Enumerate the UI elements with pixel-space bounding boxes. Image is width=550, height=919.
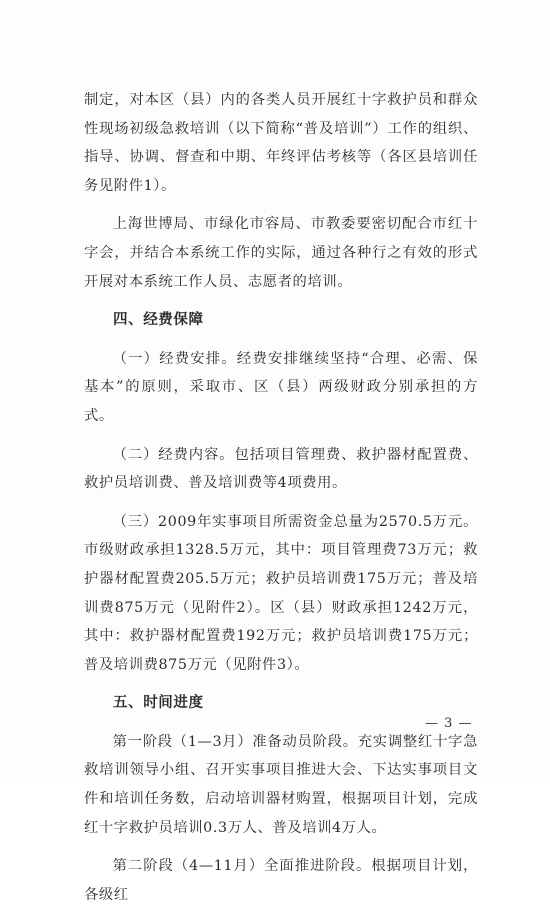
document-body <box>84 86 478 919</box>
paragraph-4: （二）经费内容。包括项目管理费、救护器材配置费、救护员培训费、普及培训费等4项费用。 <box>84 446 478 492</box>
paragraph-3: （一）经费安排。经费安排继续坚持“合理、必需、保基本”的原则，采取市、区（县）两级财政分别承担的方式。 <box>84 350 478 424</box>
paragraph-6: 第一阶段（1—3月）准备动员阶段。充实调整红十字急救培训领导小组、召开实事项目推进大会、下达实事项目文件和培训任务数，启动培训器材购置，根据项目计划，完成红十字救护员培训0.3万人、普及培训4万人。 <box>84 733 478 836</box>
section-heading-schedule: 五、时间进度 <box>113 695 204 712</box>
paragraph-2: 上海世博局、市绿化市容局、市教委要密切配合市红十字会，并结合本系统工作的实际，通过各种行之有效的形式开展对本系统工作人员、志愿者的培训。 <box>84 216 478 290</box>
paragraph-7: 第二阶段（4—11月）全面推进阶段。根据项目计划，各级红 <box>84 858 478 903</box>
section-heading-funding: 四、经费保障 <box>113 312 204 329</box>
paragraph-1: 制定，对本区（县）内的各类人员开展红十字救护员和群众性现场初级急救培训（以下简称“普及培训”）工作的组织、指导、协调、督查和中期、年终评估考核等（各区县培训任务见附件1）。 <box>84 92 478 194</box>
paragraph-5: （三）2009年实事项目所需资金总量为2570.5万元。市级财政承担1328.5万元，其中：项目管理费73万元；救护器材配置费205.5万元；救护员培训费175万元；普及培训费875万元（见附件2）。区（县）财政承担1242万元，其中：救护器材配置费192万元；救护员培训费175万元；普及培训费875万元（见附件3）。 <box>84 513 478 673</box>
page-number: — 3 — <box>425 716 473 731</box>
